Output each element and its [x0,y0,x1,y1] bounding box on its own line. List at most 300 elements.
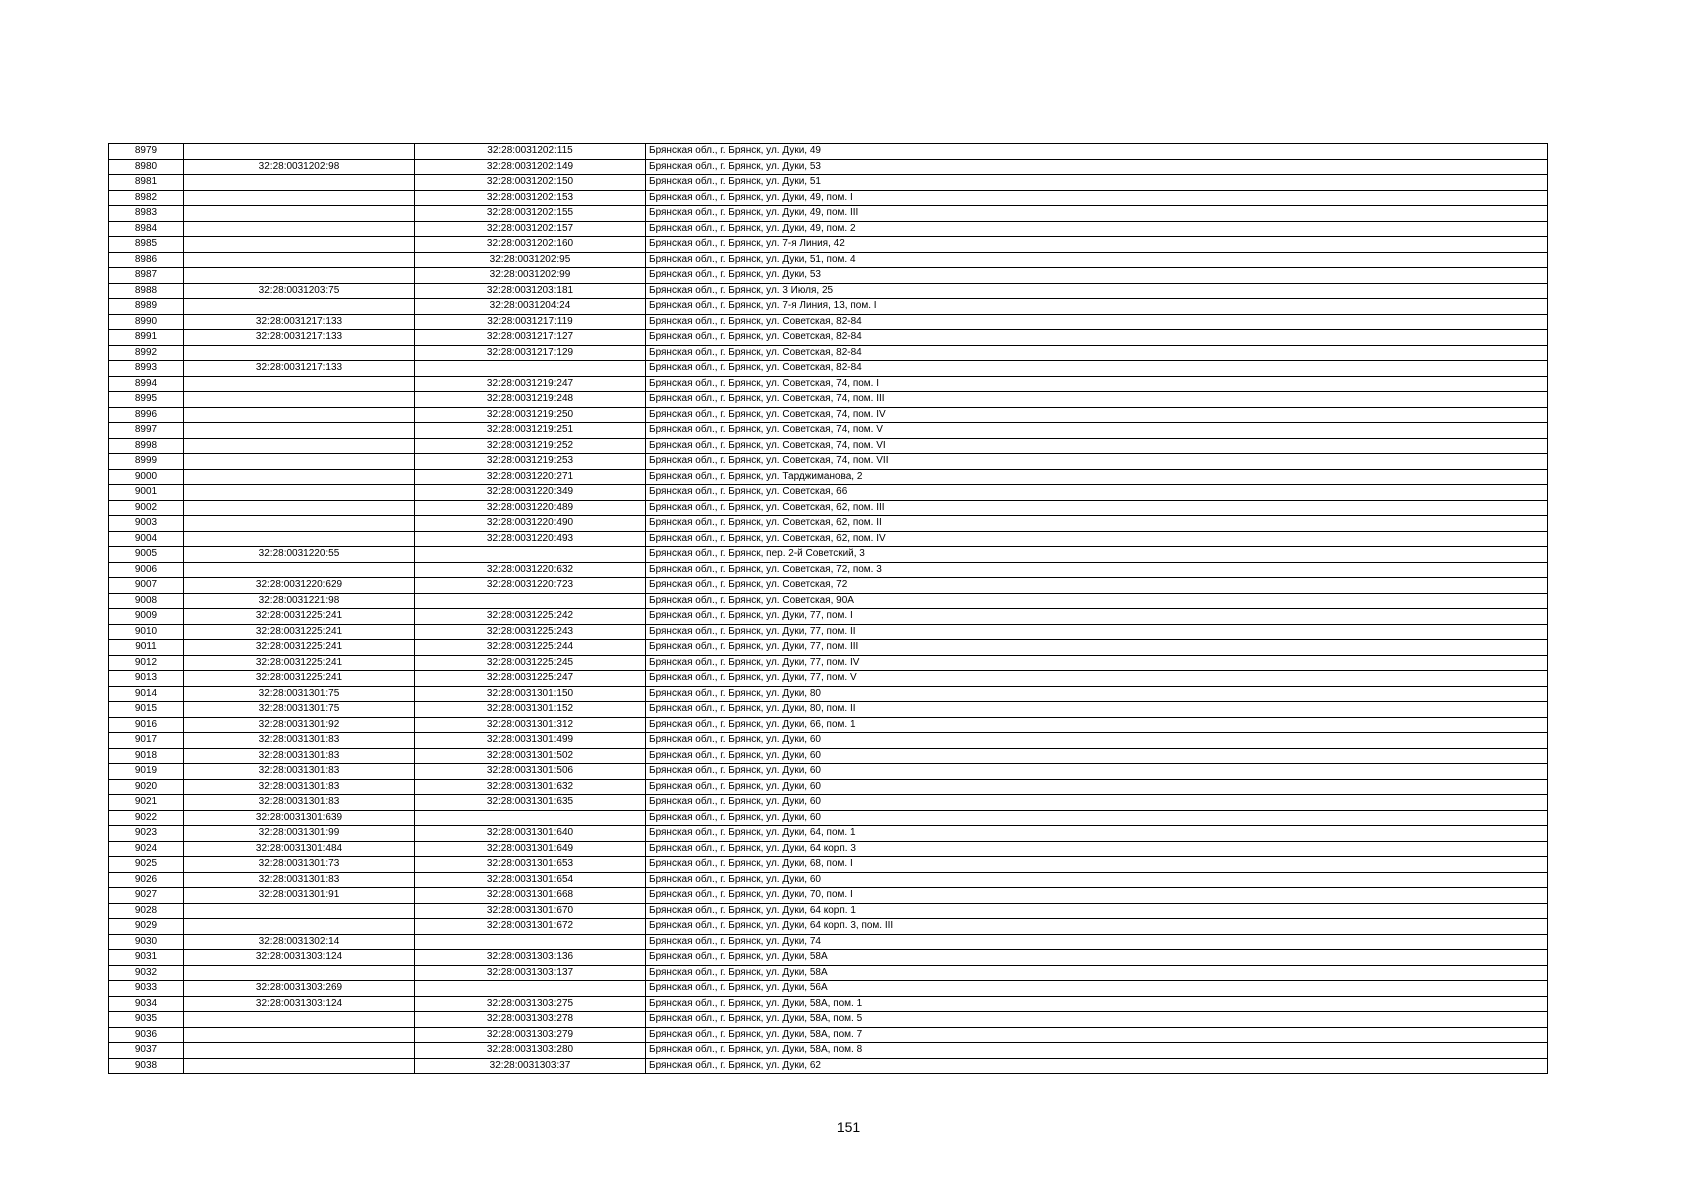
address-cell: Брянская обл., г. Брянск, ул. Дуки, 80, пом. II [646,702,1548,718]
row-number-cell: 8980 [109,159,184,175]
table-row [109,655,1548,671]
address-cell: Брянская обл., г. Брянск, ул. Советская, 74, пом. VI [646,438,1548,454]
parent-cadastral-cell: 32:28:0031303:124 [184,996,415,1012]
parent-cadastral-cell [184,299,415,315]
cadastral-number-cell: 32:28:0031220:493 [415,531,646,547]
row-number-cell: 8982 [109,190,184,206]
table-row [109,965,1548,981]
row-number-cell: 9001 [109,485,184,501]
row-number-cell: 9021 [109,795,184,811]
row-number-cell: 8993 [109,361,184,377]
parent-cadastral-cell [184,516,415,532]
cadastral-number-cell: 32:28:0031301:640 [415,826,646,842]
row-number-cell: 9000 [109,469,184,485]
address-cell: Брянская обл., г. Брянск, ул. Советская, 72 [646,578,1548,594]
row-number-cell: 9022 [109,810,184,826]
row-number-cell: 9024 [109,841,184,857]
row-number-cell: 9017 [109,733,184,749]
cadastral-number-cell: 32:28:0031303:37 [415,1058,646,1074]
parent-cadastral-cell: 32:28:0031303:124 [184,950,415,966]
parent-cadastral-cell: 32:28:0031301:83 [184,872,415,888]
cadastral-number-cell: 32:28:0031219:250 [415,407,646,423]
row-number-cell: 9029 [109,919,184,935]
cadastral-number-cell: 32:28:0031301:635 [415,795,646,811]
table-row [109,206,1548,222]
address-cell: Брянская обл., г. Брянск, ул. Советская, 82-84 [646,361,1548,377]
table-row [109,981,1548,997]
row-number-cell: 8988 [109,283,184,299]
address-cell: Брянская обл., г. Брянск, ул. Дуки, 49 [646,144,1548,160]
parent-cadastral-cell: 32:28:0031202:98 [184,159,415,175]
parent-cadastral-cell [184,252,415,268]
cadastral-number-cell: 32:28:0031202:99 [415,268,646,284]
table-row [109,423,1548,439]
parent-cadastral-cell [184,903,415,919]
cadastral-number-cell: 32:28:0031203:181 [415,283,646,299]
address-cell: Брянская обл., г. Брянск, ул. Дуки, 56А [646,981,1548,997]
parent-cadastral-cell: 32:28:0031220:55 [184,547,415,563]
table-row [109,919,1548,935]
row-number-cell: 8995 [109,392,184,408]
address-cell: Брянская обл., г. Брянск, ул. Дуки, 64 корп. 3 [646,841,1548,857]
cadastral-number-cell: 32:28:0031202:153 [415,190,646,206]
row-number-cell: 9009 [109,609,184,625]
table-row [109,438,1548,454]
address-cell: Брянская обл., г. Брянск, ул. Дуки, 58А, пом. 8 [646,1043,1548,1059]
parent-cadastral-cell [184,438,415,454]
parent-cadastral-cell: 32:28:0031303:269 [184,981,415,997]
table-row [109,485,1548,501]
parent-cadastral-cell [184,144,415,160]
address-cell: Брянская обл., г. Брянск, ул. Советская, 62, пом. III [646,500,1548,516]
cadastral-number-cell: 32:28:0031301:632 [415,779,646,795]
row-number-cell: 8998 [109,438,184,454]
row-number-cell: 9030 [109,934,184,950]
row-number-cell: 9005 [109,547,184,563]
address-cell: Брянская обл., г. Брянск, ул. Дуки, 51 [646,175,1548,191]
cadastral-number-cell: 32:28:0031303:137 [415,965,646,981]
parent-cadastral-cell: 32:28:0031225:241 [184,640,415,656]
address-cell: Брянская обл., г. Брянск, ул. Советская, 82-84 [646,345,1548,361]
address-cell: Брянская обл., г. Брянск, ул. Тарджиманова, 2 [646,469,1548,485]
table-row [109,1027,1548,1043]
cadastral-number-cell: 32:28:0031225:243 [415,624,646,640]
table-row [109,733,1548,749]
address-cell: Брянская обл., г. Брянск, ул. Дуки, 77, пом. II [646,624,1548,640]
address-cell: Брянская обл., г. Брянск, ул. Дуки, 58А, пом. 1 [646,996,1548,1012]
parent-cadastral-cell [184,190,415,206]
table-row [109,717,1548,733]
parent-cadastral-cell [184,1027,415,1043]
row-number-cell: 9026 [109,872,184,888]
row-number-cell: 9031 [109,950,184,966]
parent-cadastral-cell: 32:28:0031301:91 [184,888,415,904]
address-cell: Брянская обл., г. Брянск, ул. Дуки, 60 [646,733,1548,749]
cadastral-number-cell: 32:28:0031303:280 [415,1043,646,1059]
address-cell: Брянская обл., г. Брянск, пер. 2-й Советский, 3 [646,547,1548,563]
table-row [109,841,1548,857]
row-number-cell: 8983 [109,206,184,222]
cadastral-number-cell: 32:28:0031220:632 [415,562,646,578]
address-cell: Брянская обл., г. Брянск, ул. Дуки, 60 [646,795,1548,811]
cadastral-number-cell: 32:28:0031225:242 [415,609,646,625]
parent-cadastral-cell [184,1012,415,1028]
table-row [109,593,1548,609]
cadastral-number-cell: 32:28:0031301:499 [415,733,646,749]
address-cell: Брянская обл., г. Брянск, ул. Дуки, 77, пом. V [646,671,1548,687]
parent-cadastral-cell: 32:28:0031301:83 [184,748,415,764]
row-number-cell: 9020 [109,779,184,795]
parent-cadastral-cell: 32:28:0031301:639 [184,810,415,826]
cadastral-number-cell: 32:28:0031225:244 [415,640,646,656]
parent-cadastral-cell: 32:28:0031225:241 [184,671,415,687]
address-cell: Брянская обл., г. Брянск, ул. Советская, 74, пом. V [646,423,1548,439]
cadastral-number-cell [415,547,646,563]
cadastral-number-cell: 32:28:0031220:271 [415,469,646,485]
address-cell: Брянская обл., г. Брянск, ул. Дуки, 77, пом. III [646,640,1548,656]
address-cell: Брянская обл., г. Брянск, ул. Дуки, 80 [646,686,1548,702]
table-row [109,686,1548,702]
parent-cadastral-cell [184,562,415,578]
table-row [109,500,1548,516]
address-cell: Брянская обл., г. Брянск, ул. Дуки, 64, пом. 1 [646,826,1548,842]
cadastral-number-cell: 32:28:0031202:155 [415,206,646,222]
row-number-cell: 9011 [109,640,184,656]
address-cell: Брянская обл., г. Брянск, ул. Дуки, 51, пом. 4 [646,252,1548,268]
address-cell: Брянская обл., г. Брянск, ул. Дуки, 58А, пом. 5 [646,1012,1548,1028]
row-number-cell: 9034 [109,996,184,1012]
cadastral-number-cell: 32:28:0031219:253 [415,454,646,470]
row-number-cell: 9012 [109,655,184,671]
table-row [109,268,1548,284]
cadastral-number-cell: 32:28:0031220:723 [415,578,646,594]
cadastral-number-cell: 32:28:0031220:490 [415,516,646,532]
row-number-cell: 8984 [109,221,184,237]
row-number-cell: 9003 [109,516,184,532]
row-number-cell: 8981 [109,175,184,191]
address-cell: Брянская обл., г. Брянск, ул. Дуки, 64 корп. 1 [646,903,1548,919]
row-number-cell: 8992 [109,345,184,361]
parent-cadastral-cell: 32:28:0031301:83 [184,779,415,795]
parent-cadastral-cell: 32:28:0031302:14 [184,934,415,950]
row-number-cell: 9002 [109,500,184,516]
parent-cadastral-cell: 32:28:0031301:83 [184,795,415,811]
table-row [109,1058,1548,1074]
row-number-cell: 9038 [109,1058,184,1074]
table-row [109,516,1548,532]
cadastral-number-cell: 32:28:0031303:278 [415,1012,646,1028]
parent-cadastral-cell [184,237,415,253]
address-cell: Брянская обл., г. Брянск, ул. Дуки, 77, пом. I [646,609,1548,625]
table-row [109,299,1548,315]
address-cell: Брянская обл., г. Брянск, ул. Дуки, 60 [646,872,1548,888]
cadastral-number-cell [415,934,646,950]
cadastral-number-cell: 32:28:0031303:275 [415,996,646,1012]
cadastral-number-cell: 32:28:0031301:506 [415,764,646,780]
row-number-cell: 9027 [109,888,184,904]
row-number-cell: 8999 [109,454,184,470]
address-cell: Брянская обл., г. Брянск, ул. Дуки, 58А, пом. 7 [646,1027,1548,1043]
table-row [109,252,1548,268]
row-number-cell: 9036 [109,1027,184,1043]
parent-cadastral-cell: 32:28:0031301:75 [184,686,415,702]
address-cell: Брянская обл., г. Брянск, ул. Дуки, 49, пом. III [646,206,1548,222]
cadastral-number-cell: 32:28:0031301:670 [415,903,646,919]
address-cell: Брянская обл., г. Брянск, ул. Советская, 90А [646,593,1548,609]
cadastral-number-cell: 32:28:0031217:129 [415,345,646,361]
cadastral-number-cell: 32:28:0031225:245 [415,655,646,671]
address-cell: Брянская обл., г. Брянск, ул. 7-я Линия, 13, пом. I [646,299,1548,315]
parent-cadastral-cell [184,392,415,408]
row-number-cell: 9033 [109,981,184,997]
cadastral-number-cell: 32:28:0031202:115 [415,144,646,160]
address-cell: Брянская обл., г. Брянск, ул. Дуки, 64 корп. 3, пом. III [646,919,1548,935]
table-row [109,764,1548,780]
parent-cadastral-cell: 32:28:0031225:241 [184,609,415,625]
row-number-cell: 8987 [109,268,184,284]
parent-cadastral-cell: 32:28:0031203:75 [184,283,415,299]
address-cell: Брянская обл., г. Брянск, ул. Дуки, 77, пом. IV [646,655,1548,671]
row-number-cell: 8996 [109,407,184,423]
table-row [109,221,1548,237]
row-number-cell: 9008 [109,593,184,609]
row-number-cell: 9016 [109,717,184,733]
registry-table [108,143,1548,1074]
row-number-cell: 9004 [109,531,184,547]
address-cell: Брянская обл., г. Брянск, ул. Дуки, 60 [646,779,1548,795]
parent-cadastral-cell [184,1043,415,1059]
parent-cadastral-cell [184,469,415,485]
table-row [109,1043,1548,1059]
address-cell: Брянская обл., г. Брянск, ул. Советская, 82-84 [646,330,1548,346]
cadastral-number-cell: 32:28:0031219:252 [415,438,646,454]
cadastral-number-cell [415,593,646,609]
cadastral-number-cell: 32:28:0031301:649 [415,841,646,857]
address-cell: Брянская обл., г. Брянск, ул. 7-я Линия, 42 [646,237,1548,253]
row-number-cell: 8994 [109,376,184,392]
table-row [109,175,1548,191]
table-row [109,702,1548,718]
table-row [109,454,1548,470]
table-row [109,469,1548,485]
row-number-cell: 9010 [109,624,184,640]
row-number-cell: 9032 [109,965,184,981]
parent-cadastral-cell [184,919,415,935]
table-row [109,624,1548,640]
cadastral-number-cell: 32:28:0031301:672 [415,919,646,935]
table-row [109,996,1548,1012]
parent-cadastral-cell [184,965,415,981]
row-number-cell: 8989 [109,299,184,315]
address-cell: Брянская обл., г. Брянск, ул. Дуки, 49, пом. 2 [646,221,1548,237]
address-cell: Брянская обл., г. Брянск, ул. Советская, 62, пом. II [646,516,1548,532]
table-row [109,903,1548,919]
row-number-cell: 8997 [109,423,184,439]
cadastral-number-cell: 32:28:0031202:149 [415,159,646,175]
parent-cadastral-cell: 32:28:0031217:133 [184,314,415,330]
address-cell: Брянская обл., г. Брянск, ул. Дуки, 70, пом. I [646,888,1548,904]
table-row [109,407,1548,423]
parent-cadastral-cell: 32:28:0031301:75 [184,702,415,718]
row-number-cell: 9023 [109,826,184,842]
cadastral-number-cell [415,981,646,997]
row-number-cell: 9006 [109,562,184,578]
table-row [109,283,1548,299]
cadastral-number-cell: 32:28:0031301:150 [415,686,646,702]
parent-cadastral-cell [184,423,415,439]
row-number-cell: 9019 [109,764,184,780]
table-row [109,872,1548,888]
row-number-cell: 9035 [109,1012,184,1028]
cadastral-number-cell: 32:28:0031301:502 [415,748,646,764]
table-row [109,950,1548,966]
parent-cadastral-cell: 32:28:0031225:241 [184,624,415,640]
address-cell: Брянская обл., г. Брянск, ул. Советская, 72, пом. 3 [646,562,1548,578]
cadastral-number-cell: 32:28:0031217:119 [415,314,646,330]
table-row [109,640,1548,656]
parent-cadastral-cell: 32:28:0031217:133 [184,361,415,377]
parent-cadastral-cell [184,221,415,237]
table-row [109,562,1548,578]
table-row [109,392,1548,408]
parent-cadastral-cell [184,268,415,284]
row-number-cell: 9007 [109,578,184,594]
page-number: 151 [836,1119,861,1135]
parent-cadastral-cell [184,175,415,191]
cadastral-number-cell: 32:28:0031301:668 [415,888,646,904]
address-cell: Брянская обл., г. Брянск, ул. Дуки, 53 [646,159,1548,175]
address-cell: Брянская обл., г. Брянск, ул. Советская, 74, пом. IV [646,407,1548,423]
cadastral-number-cell: 32:28:0031303:279 [415,1027,646,1043]
address-cell: Брянская обл., г. Брянск, ул. Советская, 74, пом. I [646,376,1548,392]
address-cell: Брянская обл., г. Брянск, ул. Дуки, 68, пом. I [646,857,1548,873]
cadastral-number-cell: 32:28:0031301:312 [415,717,646,733]
cadastral-number-cell: 32:28:0031301:654 [415,872,646,888]
table-row [109,190,1548,206]
table-row [109,376,1548,392]
table-row [109,810,1548,826]
row-number-cell: 9037 [109,1043,184,1059]
table-row [109,314,1548,330]
table-row [109,547,1548,563]
address-cell: Брянская обл., г. Брянск, ул. Советская, 62, пом. IV [646,531,1548,547]
cadastral-number-cell: 32:28:0031202:157 [415,221,646,237]
row-number-cell: 9018 [109,748,184,764]
address-cell: Брянская обл., г. Брянск, ул. Дуки, 49, пом. I [646,190,1548,206]
cadastral-number-cell: 32:28:0031202:95 [415,252,646,268]
address-cell: Брянская обл., г. Брянск, ул. Советская, 74, пом. III [646,392,1548,408]
parent-cadastral-cell: 32:28:0031217:133 [184,330,415,346]
parent-cadastral-cell [184,485,415,501]
cadastral-number-cell: 32:28:0031219:248 [415,392,646,408]
cadastral-number-cell: 32:28:0031219:247 [415,376,646,392]
parent-cadastral-cell [184,407,415,423]
address-cell: Брянская обл., г. Брянск, ул. Дуки, 53 [646,268,1548,284]
cadastral-number-cell [415,361,646,377]
cadastral-number-cell: 32:28:0031220:349 [415,485,646,501]
cadastral-number-cell: 32:28:0031204:24 [415,299,646,315]
address-cell: Брянская обл., г. Брянск, ул. Дуки, 58А [646,965,1548,981]
address-cell: Брянская обл., г. Брянск, ул. Дуки, 74 [646,934,1548,950]
address-cell: Брянская обл., г. Брянск, ул. Дуки, 60 [646,810,1548,826]
table-row [109,144,1548,160]
parent-cadastral-cell: 32:28:0031225:241 [184,655,415,671]
parent-cadastral-cell [184,454,415,470]
address-cell: Брянская обл., г. Брянск, ул. Дуки, 60 [646,748,1548,764]
parent-cadastral-cell [184,345,415,361]
address-cell: Брянская обл., г. Брянск, ул. Дуки, 66, пом. 1 [646,717,1548,733]
row-number-cell: 8985 [109,237,184,253]
row-number-cell: 9025 [109,857,184,873]
cadastral-number-cell: 32:28:0031303:136 [415,950,646,966]
table-row [109,826,1548,842]
table-row [109,237,1548,253]
table-row [109,748,1548,764]
cadastral-number-cell: 32:28:0031219:251 [415,423,646,439]
table-row [109,578,1548,594]
table-row [109,1012,1548,1028]
row-number-cell: 9028 [109,903,184,919]
registry-table-body [109,144,1548,1074]
address-cell: Брянская обл., г. Брянск, ул. Дуки, 62 [646,1058,1548,1074]
table-row [109,361,1548,377]
row-number-cell: 9015 [109,702,184,718]
cadastral-number-cell: 32:28:0031202:160 [415,237,646,253]
table-row [109,857,1548,873]
address-cell: Брянская обл., г. Брянск, ул. 3 Июля, 25 [646,283,1548,299]
table-row [109,330,1548,346]
parent-cadastral-cell: 32:28:0031221:98 [184,593,415,609]
table-row [109,888,1548,904]
table-row [109,159,1548,175]
parent-cadastral-cell: 32:28:0031301:73 [184,857,415,873]
parent-cadastral-cell: 32:28:0031301:83 [184,733,415,749]
table-row [109,671,1548,687]
parent-cadastral-cell: 32:28:0031301:99 [184,826,415,842]
parent-cadastral-cell [184,206,415,222]
parent-cadastral-cell [184,1058,415,1074]
cadastral-number-cell: 32:28:0031301:152 [415,702,646,718]
table-row [109,609,1548,625]
parent-cadastral-cell [184,500,415,516]
table-row [109,934,1548,950]
row-number-cell: 8991 [109,330,184,346]
parent-cadastral-cell: 32:28:0031301:92 [184,717,415,733]
cadastral-number-cell: 32:28:0031225:247 [415,671,646,687]
row-number-cell: 8986 [109,252,184,268]
cadastral-number-cell: 32:28:0031220:489 [415,500,646,516]
cadastral-number-cell: 32:28:0031217:127 [415,330,646,346]
cadastral-number-cell: 32:28:0031202:150 [415,175,646,191]
address-cell: Брянская обл., г. Брянск, ул. Советская, 66 [646,485,1548,501]
table-row [109,531,1548,547]
row-number-cell: 9013 [109,671,184,687]
address-cell: Брянская обл., г. Брянск, ул. Дуки, 58А [646,950,1548,966]
parent-cadastral-cell [184,531,415,547]
parent-cadastral-cell: 32:28:0031220:629 [184,578,415,594]
parent-cadastral-cell [184,376,415,392]
parent-cadastral-cell: 32:28:0031301:83 [184,764,415,780]
table-row [109,795,1548,811]
row-number-cell: 8979 [109,144,184,160]
table-row [109,345,1548,361]
address-cell: Брянская обл., г. Брянск, ул. Советская, 82-84 [646,314,1548,330]
address-cell: Брянская обл., г. Брянск, ул. Дуки, 60 [646,764,1548,780]
row-number-cell: 8990 [109,314,184,330]
address-cell: Брянская обл., г. Брянск, ул. Советская, 74, пом. VII [646,454,1548,470]
row-number-cell: 9014 [109,686,184,702]
cadastral-number-cell: 32:28:0031301:653 [415,857,646,873]
